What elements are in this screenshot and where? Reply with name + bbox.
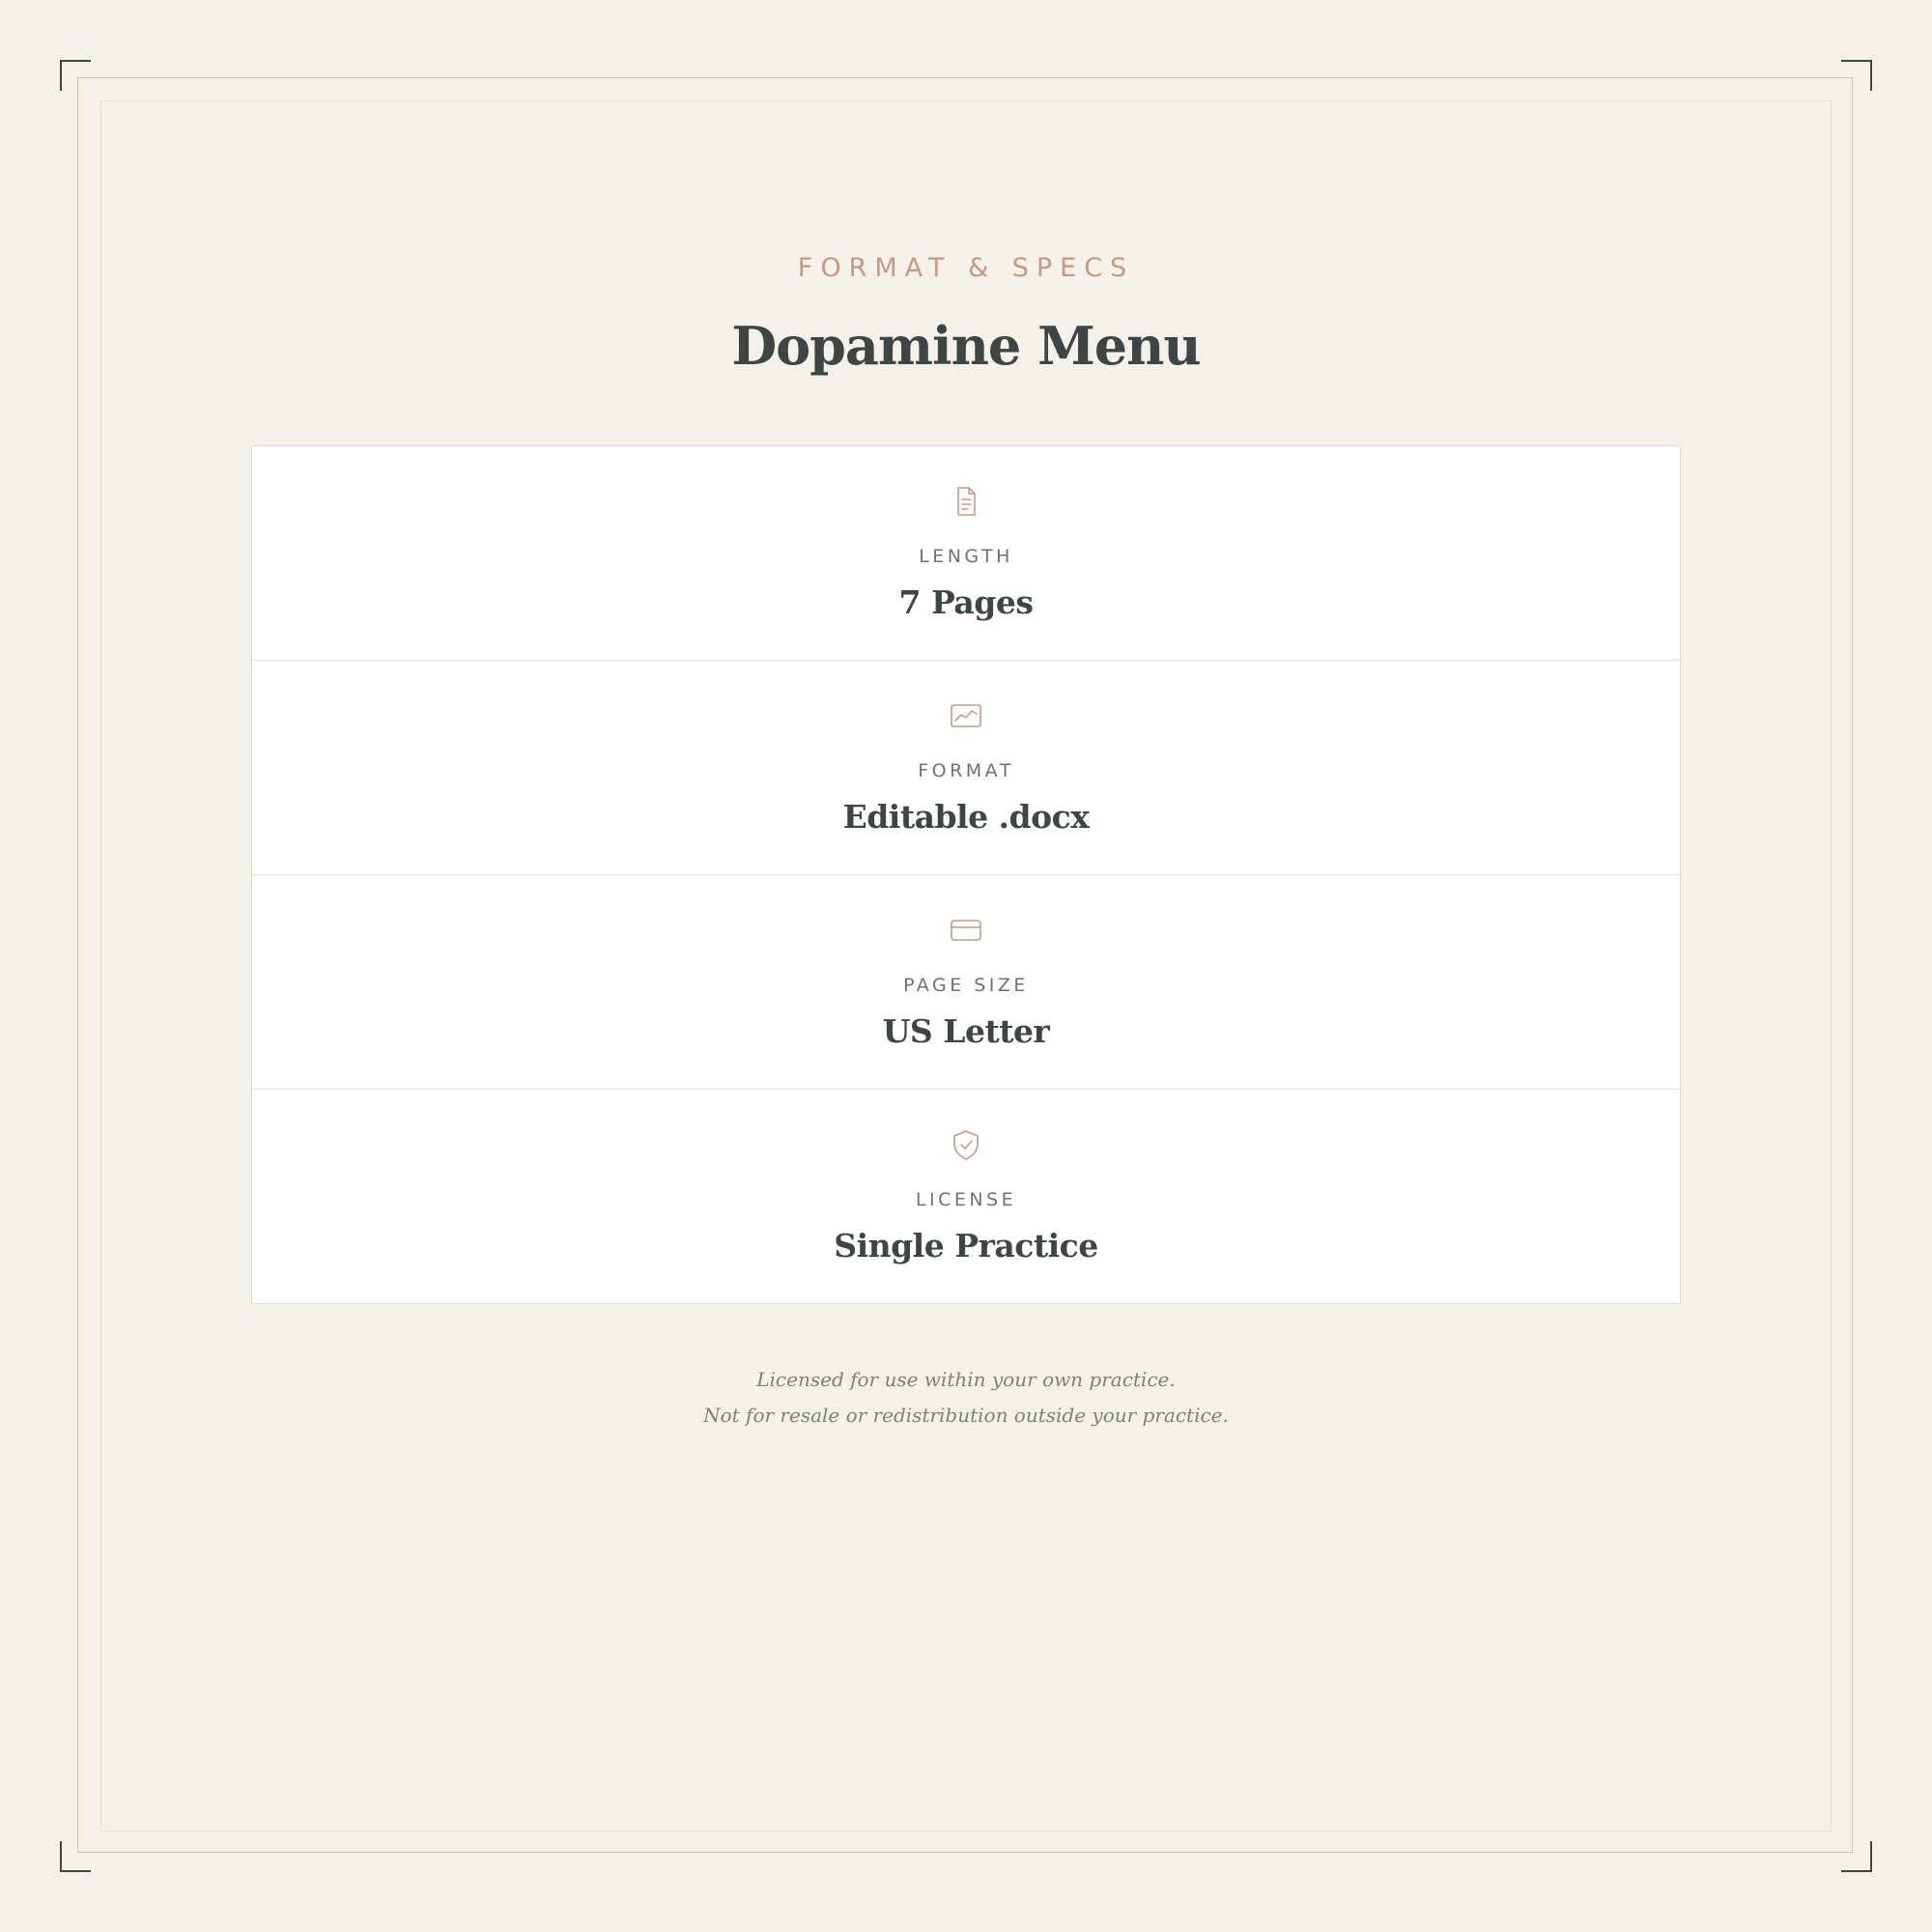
spec-value: US Letter <box>882 1012 1050 1050</box>
footnote-line-2: Not for resale or redistribution outside your practice. <box>703 1404 1229 1427</box>
spec-label: PAGE SIZE <box>903 975 1029 996</box>
spec-row-length <box>252 446 1680 661</box>
spec-label: FORMAT <box>918 760 1014 781</box>
spec-row-format <box>252 661 1680 875</box>
page-title: Dopamine Menu <box>731 315 1201 377</box>
spec-value: 7 Pages <box>898 583 1034 621</box>
footnote-line-1: Licensed for use within your own practice. <box>756 1368 1176 1391</box>
section-eyebrow: FORMAT & SPECS <box>797 253 1135 283</box>
spec-label: LICENSE <box>915 1189 1017 1210</box>
document-icon <box>950 485 982 518</box>
shield-check-icon <box>950 1128 982 1161</box>
license-footnote <box>0 1362 1932 1434</box>
card-icon <box>950 914 982 947</box>
specs-card <box>251 445 1681 1304</box>
spec-value: Single Practice <box>834 1227 1098 1264</box>
spec-label: LENGTH <box>919 546 1013 567</box>
spec-row-license <box>252 1090 1680 1304</box>
chart-image-icon <box>950 699 982 732</box>
spec-value: Editable .docx <box>842 798 1090 836</box>
spec-row-page-size <box>252 875 1680 1090</box>
